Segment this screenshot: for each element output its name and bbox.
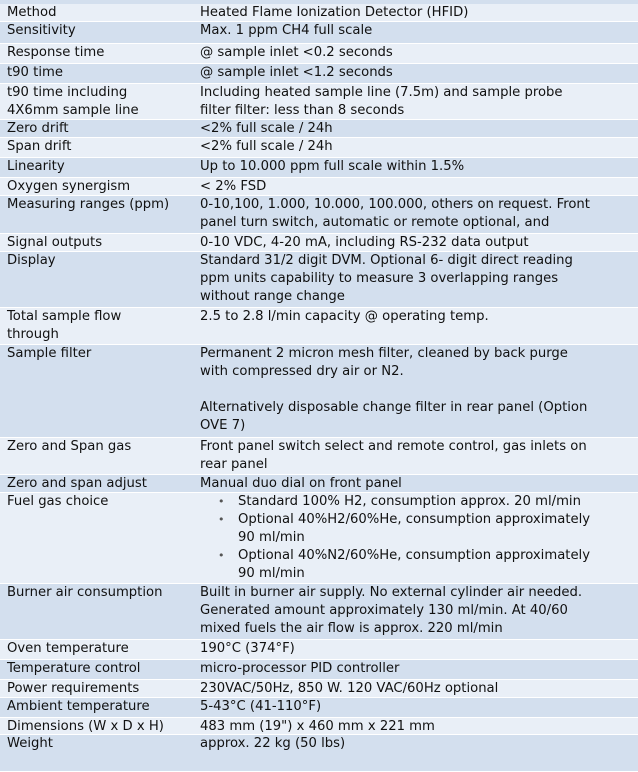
spec-row (0, 584, 638, 640)
spec-value (200, 438, 636, 474)
spec-value (200, 4, 636, 22)
spec-row (0, 120, 638, 138)
bullet-item-line (200, 511, 636, 529)
spec-label (7, 120, 197, 138)
spec-row (0, 735, 638, 772)
spec-row (0, 64, 638, 84)
spec-label (7, 345, 197, 363)
spec-value-line: <2% full scale / 24h (200, 121, 333, 136)
spec-label (7, 475, 197, 493)
spec-value-line: mixed fuels the air flow is approx. 220 ml/min (200, 621, 503, 636)
spec-value-line: 2.5 to 2.8 l/min capacity @ operating temp. (200, 309, 489, 324)
spec-row (0, 44, 638, 64)
spec-value-line: < 2% FSD (200, 179, 267, 194)
spec-label (7, 735, 197, 753)
spec-value (200, 640, 636, 658)
spec-value-line: @ sample inlet <0.2 seconds (200, 45, 393, 60)
spec-label (7, 22, 197, 40)
spec-label (7, 178, 197, 196)
spec-value-line: 483 mm (19") x 460 mm x 221 mm (200, 719, 435, 734)
spec-row (0, 4, 638, 22)
spec-row (0, 308, 638, 345)
spec-label (7, 234, 197, 252)
spec-row (0, 475, 638, 493)
spec-label-line: Method (7, 5, 57, 20)
spec-value (200, 475, 636, 493)
spec-label-line: Signal outputs (7, 235, 103, 250)
spec-label-line: Zero drift (7, 121, 69, 136)
spec-value (200, 138, 636, 156)
bullet-item-line (200, 529, 636, 547)
spec-value-line: with compressed dry air or N2. (200, 364, 404, 379)
spec-value-line: 190°C (374°F) (200, 641, 295, 656)
spec-label (7, 493, 197, 511)
bullet-icon: • (218, 513, 225, 526)
spec-value-line: Including heated sample line (7.5m) and sample probe (200, 85, 563, 100)
spec-value-line: ppm units capability to measure 3 overlapping ranges (200, 271, 559, 286)
spec-label (7, 660, 197, 678)
spec-value-line: panel turn switch, automatic or remote optional, and (200, 215, 550, 230)
spec-value-line: Built in burner air supply. No external cylinder air needed. (200, 585, 583, 600)
spec-value (200, 584, 636, 638)
spec-value (200, 680, 636, 698)
spec-value (200, 345, 636, 435)
spec-row (0, 196, 638, 234)
spec-label-line: through (7, 327, 59, 342)
spec-label-line: Linearity (7, 159, 65, 174)
spec-row (0, 158, 638, 178)
spec-label-line: Oven temperature (7, 641, 129, 656)
spec-value-line: 5-43°C (41-110°F) (200, 699, 322, 714)
spec-label (7, 84, 197, 120)
spec-value (200, 493, 636, 583)
spec-value-line: Max. 1 ppm CH4 full scale (200, 23, 373, 38)
spec-label (7, 64, 197, 82)
spec-label (7, 438, 197, 456)
bullet-item-text: Optional 40%N2/60%He, consumption approximately (238, 548, 591, 563)
bullet-item-line (200, 565, 636, 583)
spec-label (7, 308, 197, 344)
spec-value-line: 0-10,100, 1.000, 10.000, 100.000, others on request. Front (200, 197, 590, 212)
spec-row (0, 138, 638, 158)
spec-row (0, 22, 638, 44)
spec-value-line: Manual duo dial on front panel (200, 476, 402, 491)
spec-value (200, 660, 636, 678)
spec-label-line: Dimensions (W x D x H) (7, 719, 164, 734)
spec-label-line: Zero and Span gas (7, 439, 132, 454)
spec-label-line: Sample filter (7, 346, 92, 361)
spec-value (200, 308, 636, 326)
spec-value-line: Permanent 2 micron mesh filter, cleaned by back purge (200, 346, 568, 361)
spec-label-line: Weight (7, 736, 53, 751)
spec-label (7, 698, 197, 716)
spec-row (0, 493, 638, 584)
spec-value-line: OVE 7) (200, 418, 246, 433)
spec-label-line: Measuring ranges (ppm) (7, 197, 170, 212)
spec-row (0, 680, 638, 698)
spec-label-line: 4X6mm sample line (7, 103, 139, 118)
spec-value-line: Heated Flame Ionization Detector (HFID) (200, 5, 469, 20)
spec-row (0, 438, 638, 475)
spec-value (200, 196, 636, 232)
spec-label (7, 158, 197, 176)
spec-value (200, 158, 636, 176)
spec-value-line: rear panel (200, 457, 268, 472)
spec-label-line: Display (7, 253, 56, 268)
spec-value-line: <2% full scale / 24h (200, 139, 333, 154)
spec-value (200, 84, 636, 120)
spec-value-line: Alternatively disposable change filter in rear panel (Option (200, 400, 588, 415)
spec-label-line: Oxygen synergism (7, 179, 131, 194)
spec-value (200, 252, 636, 306)
spec-label-line: Span drift (7, 139, 72, 154)
spec-value-line (200, 381, 636, 399)
spec-row (0, 178, 638, 196)
spec-label (7, 138, 197, 156)
spec-label (7, 640, 197, 658)
spec-value (200, 735, 636, 753)
bullet-item-line (200, 547, 636, 565)
spec-value (200, 178, 636, 196)
spec-label-line: Temperature control (7, 661, 141, 676)
spec-row (0, 252, 638, 308)
spec-label (7, 44, 197, 62)
spec-value-line: approx. 22 kg (50 lbs) (200, 736, 346, 751)
spec-value (200, 120, 636, 138)
spec-value-line: Up to 10.000 ppm full scale within 1.5% (200, 159, 465, 174)
spec-value (200, 698, 636, 716)
spec-value (200, 22, 636, 40)
bullet-icon: • (218, 495, 225, 508)
spec-label (7, 196, 197, 214)
spec-row (0, 718, 638, 735)
bullet-item-text: 90 ml/min (238, 530, 305, 545)
spec-label (7, 584, 197, 602)
spec-value-line: 230VAC/50Hz, 850 W. 120 VAC/60Hz optional (200, 681, 499, 696)
spec-label (7, 4, 197, 22)
spec-value-line: filter filter: less than 8 seconds (200, 103, 405, 118)
spec-row (0, 660, 638, 680)
bullet-item-text: Standard 100% H2, consumption approx. 20 ml/min (238, 494, 581, 509)
spec-label-line: Burner air consumption (7, 585, 163, 600)
spec-label (7, 252, 197, 270)
spec-label (7, 680, 197, 698)
spec-value (200, 44, 636, 62)
spec-label-line: Fuel gas choice (7, 494, 109, 509)
spec-value-line: micro-processor PID controller (200, 661, 400, 676)
spec-value-line: Generated amount approximately 130 ml/min. At 40/60 (200, 603, 568, 618)
spec-label-line: Ambient temperature (7, 699, 150, 714)
spec-label-line: Power requirements (7, 681, 140, 696)
spec-label (7, 718, 197, 735)
spec-label-line: Response time (7, 45, 105, 60)
spec-label-line: Total sample flow (7, 309, 122, 324)
spec-value-line: 0-10 VDC, 4-20 mA, including RS-232 data output (200, 235, 529, 250)
spec-value (200, 718, 636, 735)
spec-row (0, 84, 638, 120)
spec-value-line: Front panel switch select and remote control, gas inlets on (200, 439, 587, 454)
spec-value (200, 64, 636, 82)
bullet-icon: • (218, 549, 225, 562)
spec-row (0, 640, 638, 660)
spec-value-line: without range change (200, 289, 345, 304)
bullet-item-line (200, 493, 636, 511)
spec-label-line: Zero and span adjust (7, 476, 147, 491)
bullet-item-text: 90 ml/min (238, 566, 305, 581)
spec-label-line: t90 time including (7, 85, 128, 100)
spec-label-line: t90 time (7, 65, 63, 80)
spec-row (0, 345, 638, 438)
spec-row (0, 234, 638, 252)
bullet-item-text: Optional 40%H2/60%He, consumption approximately (238, 512, 591, 527)
spec-value (200, 234, 636, 252)
spec-value-line: @ sample inlet <1.2 seconds (200, 65, 393, 80)
spec-value-line: Standard 31/2 digit DVM. Optional 6- digit direct reading (200, 253, 573, 268)
spec-label-line: Sensitivity (7, 23, 76, 38)
spec-row (0, 698, 638, 718)
